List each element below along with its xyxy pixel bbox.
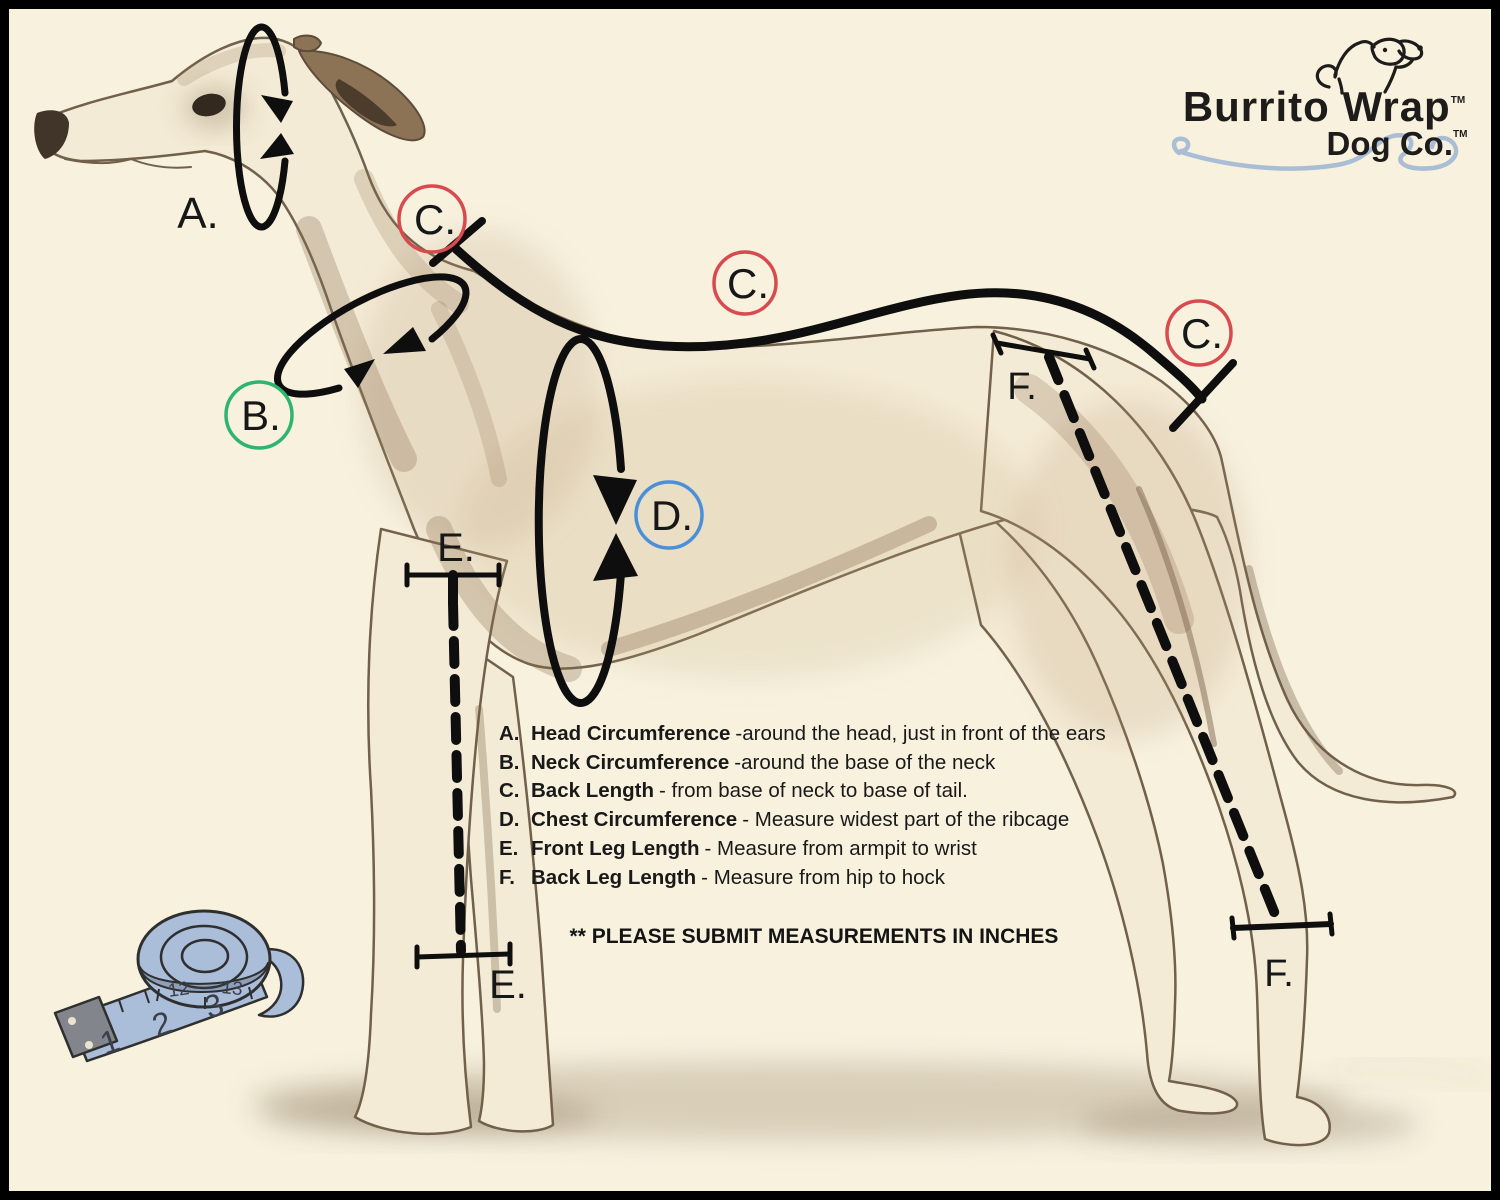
label-e-top: E. — [437, 526, 475, 570]
label-d: D. — [651, 492, 693, 539]
legend-row-a — [499, 720, 1106, 749]
logo — [1159, 37, 1489, 182]
diagram-artwork — [9, 9, 1491, 1191]
dog-far-ear — [294, 36, 321, 52]
legend-desc: - Measure widest part of the ribcage — [742, 808, 1070, 832]
legend-row-b — [499, 749, 1106, 778]
legend-term: Neck Circumference — [531, 750, 730, 774]
legend-desc: - Measure from hip to hock — [701, 865, 945, 889]
legend-desc: - from base of neck to base of tail. — [659, 779, 968, 803]
tape-number-1: 1 — [95, 1021, 125, 1062]
label-c2: C. — [727, 260, 769, 307]
brand-name-bottom: Dog Co.™ — [1326, 125, 1468, 162]
brand-name-top: Burrito Wrap™ — [1182, 83, 1466, 130]
label-e-bottom: E. — [489, 963, 527, 1007]
legend-row-e — [499, 835, 1106, 864]
tape-coil-number-13: 13 — [220, 977, 244, 1001]
label-a: A. — [177, 189, 219, 238]
legend-term: Back Leg Length — [531, 865, 697, 889]
legend-row-f — [499, 864, 1106, 893]
legend-desc: -around the base of the neck — [734, 750, 996, 774]
legend-letter: C. — [499, 779, 520, 803]
trademark-symbol: TM — [1453, 129, 1468, 140]
legend-desc: -around the head, just in front of the ears — [735, 722, 1106, 745]
measurement-legend — [499, 720, 1106, 892]
legend-term: Back Length — [531, 779, 655, 803]
label-c3: C. — [1181, 310, 1223, 357]
label-f-top: F. — [1007, 366, 1037, 408]
label-f-bottom: F. — [1264, 953, 1294, 995]
legend-row-d — [499, 806, 1106, 835]
tape-number-3: 3 — [199, 985, 229, 1026]
label-c1: C. — [414, 196, 456, 243]
legend-letter: E. — [499, 836, 519, 860]
legend-row-c — [499, 777, 1106, 806]
label-b: B. — [241, 392, 281, 439]
measuring-tape — [55, 911, 303, 1062]
legend-letter: D. — [499, 808, 520, 832]
submit-measurements-note: ** PLEASE SUBMIT MEASUREMENTS IN INCHES — [569, 925, 1059, 948]
tape-number-2: 2 — [147, 1003, 177, 1044]
legend-term: Front Leg Length — [531, 836, 700, 860]
tape-coil-number-12: 12 — [166, 978, 191, 1002]
legend-letter: F. — [499, 865, 515, 889]
legend-term: Chest Circumference — [531, 808, 738, 832]
legend-letter: A. — [499, 722, 520, 745]
legend-desc: - Measure from armpit to wrist — [704, 836, 977, 860]
legend-term: Head Circumference — [531, 722, 731, 745]
legend-letter: B. — [499, 750, 520, 774]
trademark-symbol: TM — [1450, 95, 1466, 106]
